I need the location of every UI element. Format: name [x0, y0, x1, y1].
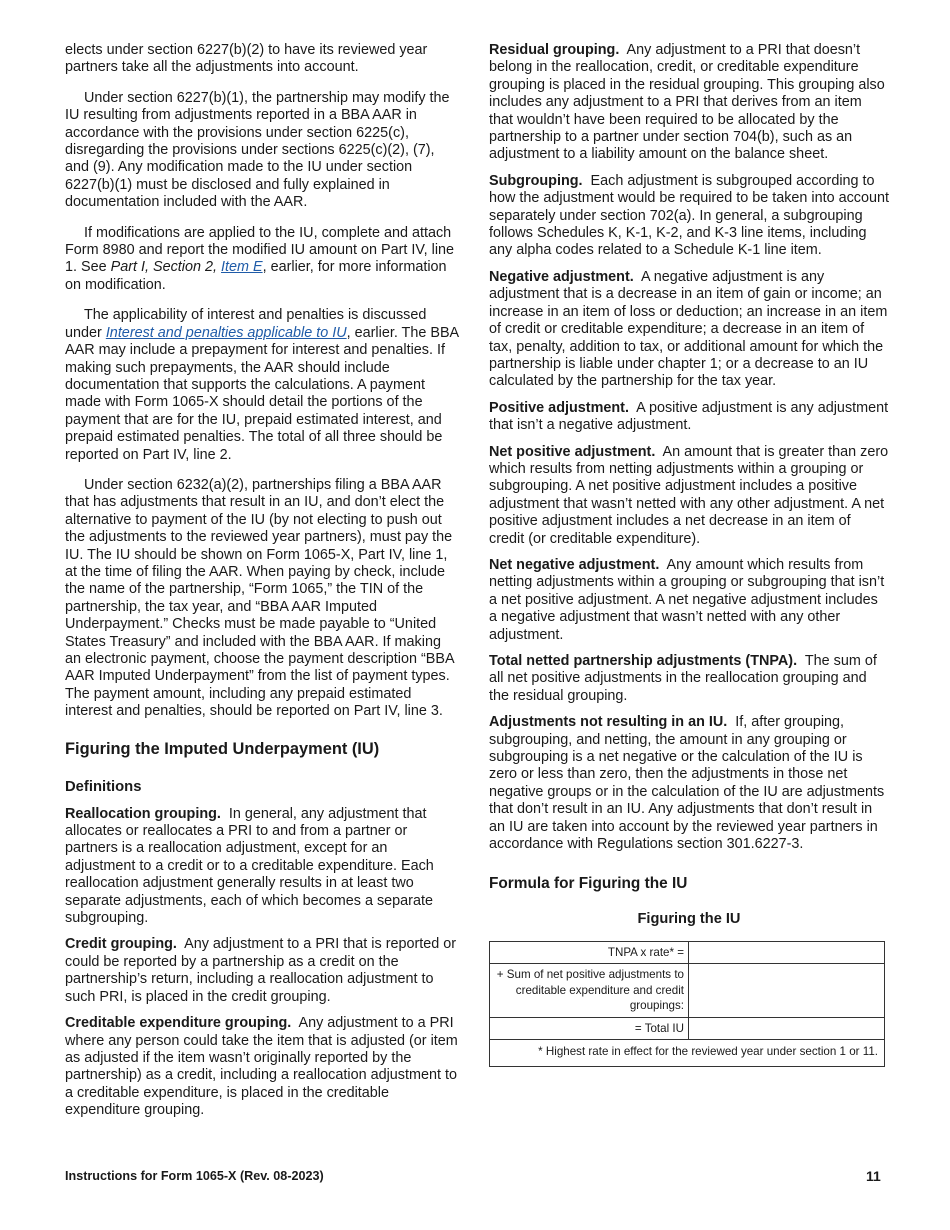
row-label: TNPA x rate* =	[490, 941, 689, 964]
term: Negative adjustment.	[489, 268, 634, 285]
page-number: 11	[866, 1168, 881, 1184]
table-footnote-row	[490, 1040, 885, 1067]
definition-net-negative	[489, 557, 889, 644]
term: Adjustments not resulting in an IU.	[489, 714, 728, 731]
definition-credit	[65, 936, 459, 1006]
paragraph-modify-iu: Under section 6227(b)(1), the partnership may modify the IU resulting from adjustments reported in a BBA AAR in accordance with the provisions under section 6225(c), disregarding the provisions under sections 6225(c)(2), (7), and (9). Any modification made to the IU under section 6227(b)(1) must be disclosed and fully explained in documentation included with the AAR.	[65, 89, 450, 211]
definition-text: Any amount which results from netting adjustments within a grouping or subgrouping that isn’t a net positive adjustment. A net negative adjustment includes a negative adjustment that wasn’t netted with any other adjustment.	[489, 556, 885, 643]
row-label: = Total IU	[490, 1017, 689, 1040]
definition-text: Each adjustment is subgrouped according to how the adjustment would be required to be taken into account separately under section 702(a). In general, a subgrouping follows Schedules K, K-1, K-2, and K-3 line items, including any alpha codes related to a Schedule K-1 line item.	[489, 172, 890, 259]
definition-text: Any adjustment to a PRI that doesn’t belong in the reallocation, credit, or creditable expenditure grouping is placed in the residual grouping. This grouping also includes any adjustment to a PRI that derives from an item that wouldn’t have been required to be allocated by the partnership to a partner under section 704(b), such as an adjustment to a liability amount on the balance sheet.	[489, 42, 885, 163]
paragraph-interest-penalties	[65, 307, 459, 464]
term: Total netted partnership adjustments (TNPA).	[489, 653, 798, 669]
definition-subgrouping	[489, 173, 889, 260]
formula-heading: Formula for Figuring the IU	[489, 875, 688, 893]
iu-table	[489, 941, 885, 1067]
table-row	[490, 941, 885, 964]
definition-net-positive	[489, 444, 889, 548]
definition-text: A negative adjustment is any adjustment that is a decrease in an item of gain or income; an increase in an item of loss or deduction; an increase in an item of credit or creditable expenditure; a decrease in an item of tax, penalty, addition to tax, or additional amount for which the partnership is liable under chapter 1; or a decrease to an IU calculated by the partnership for the tax year.	[489, 268, 888, 390]
definition-text: Any adjustment to a PRI where any person could take the item that is adjusted (or item as adjusted if the item wasn’t originally reported by the partnership) as a credit, including a reallocation adjustment to a creditable expenditure, is placed in the creditable expenditure grouping.	[65, 1015, 458, 1119]
row-value	[689, 964, 885, 1018]
definition-text: In general, any adjustment that allocates or reallocates a PRI to and from a partner or partners is a reallocation adjustment, except for an adjustment to a credit or to a creditable expenditure. Each reallocation adjustment generally results in at least two separate adjustments, each of which becomes a separate subgrouping.	[65, 805, 434, 927]
table-footnote: * Highest rate in effect for the reviewed year under section 1 or 11.	[490, 1040, 885, 1067]
definition-not-resulting-iu	[489, 714, 889, 853]
left-column	[65, 42, 459, 1129]
right-column	[489, 42, 889, 1067]
table-row	[490, 964, 885, 1018]
definition-tnpa	[489, 653, 889, 705]
definition-negative	[489, 269, 889, 391]
definition-text: Any adjustment to a PRI that is reported or could be reported by a partnership as a credit on the partnership’s return, including a reallocation adjustment to such PRI, is placed in the credit grouping.	[65, 936, 457, 1005]
interest-penalties-link[interactable]: Interest and penalties applicable to IU	[105, 324, 347, 341]
term: Subgrouping.	[489, 172, 583, 189]
term: Creditable expenditure grouping.	[65, 1015, 292, 1032]
paragraph-text: The applicability of interest and penalties is discussed under	[65, 307, 427, 341]
definition-residual	[489, 42, 889, 164]
term: Net negative adjustment.	[489, 556, 660, 573]
term: Positive adjustment.	[489, 399, 629, 416]
term: Residual grouping.	[489, 42, 620, 58]
definition-text: A positive adjustment is any adjustment that isn’t a negative adjustment.	[489, 399, 889, 434]
row-value	[689, 1017, 885, 1040]
section-heading: Figuring the Imputed Underpayment (IU)	[65, 739, 380, 758]
definition-reallocation	[65, 806, 459, 928]
row-label: + Sum of net positive adjustments to creditable expenditure and credit groupings:	[490, 964, 689, 1018]
term: Credit grouping.	[65, 936, 177, 953]
term: Reallocation grouping.	[65, 805, 221, 822]
definition-positive	[489, 400, 889, 435]
definitions-heading: Definitions	[65, 778, 142, 795]
paragraph-elects: elects under section 6227(b)(2) to have its reviewed year partners take all the adjustments into account.	[65, 42, 428, 76]
paragraph-text: , earlier. The BBA AAR may include a prepayment for interest and penalties. If making such prepayments, the AAR should include documentation that supports the calculations. A payment made with Form 1065-X should detail the portions of the payment that are for the IU, prepaid estimated interest, and prepaid estimated penalties. The total of all three should be reported on Part IV, line 2.	[65, 324, 459, 463]
definition-text: An amount that is greater than zero which results from netting adjustments within a grouping or subgrouping. A net positive adjustment includes a positive adjustment that wasn’t netted with any other adjustment. A net positive adjustment includes a net decrease in an item of credit (or creditable expenditure).	[489, 443, 889, 547]
paragraph-section-6232: Under section 6232(a)(2), partnerships filing a BBA AAR that has adjustments that result in an IU, and don’t elect the alternative to payment of the IU (by not electing to push out the adjustments to the reviewed year partners), must pay the IU. The IU should be shown on Form 1065-X, Part IV, line 1, at the time of filing the AAR. When paying by check, include the name of the partnership, “Form 1065,” the TIN of the partnership, the tax year, and “BBA AAR Imputed Underpayment.” Checks must be made payable to “United States Treasury” and included with the BBA AAR. If making an electronic payment, choose the payment description “BBA AAR Imputed Underpayment” from the list of payment types. The payment amount, including any prepaid estimated interest and penalties, should be reported on Part IV, line 3.	[65, 476, 454, 720]
table-row	[490, 1017, 885, 1040]
row-value	[689, 941, 885, 964]
definition-creditable-expenditure	[65, 1015, 459, 1119]
definition-text: The sum of all net positive adjustments in the reallocation grouping and the residual grouping.	[489, 653, 877, 704]
definition-text: If, after grouping, subgrouping, and netting, the amount in any grouping or subgrouping is a net negative or the calculation of the IU is zero or less than zero, then the adjustments in those net negative groups or in the calculation of the IU are adjustments that don’t result in an IU. Any adjustments that don’t result in an IU are taken into account by the reviewed year partners in accordance with Regulations section 301.6227-3.	[489, 714, 885, 853]
table-title: Figuring the IU	[637, 911, 741, 928]
item-e-link[interactable]: Item E	[221, 259, 263, 276]
part-reference: Part I, Section 2,	[110, 259, 217, 276]
paragraph-text: , earlier, for more information on modification.	[65, 259, 447, 293]
paragraph-text: If modifications are applied to the IU, complete and attach Form 8980 and report the modified IU amount on Part IV, line 1. See	[65, 224, 455, 276]
footer-form-title: Instructions for Form 1065-X (Rev. 08-2023)	[65, 1169, 324, 1183]
term: Net positive adjustment.	[489, 443, 656, 460]
paragraph-modifications	[65, 225, 459, 295]
